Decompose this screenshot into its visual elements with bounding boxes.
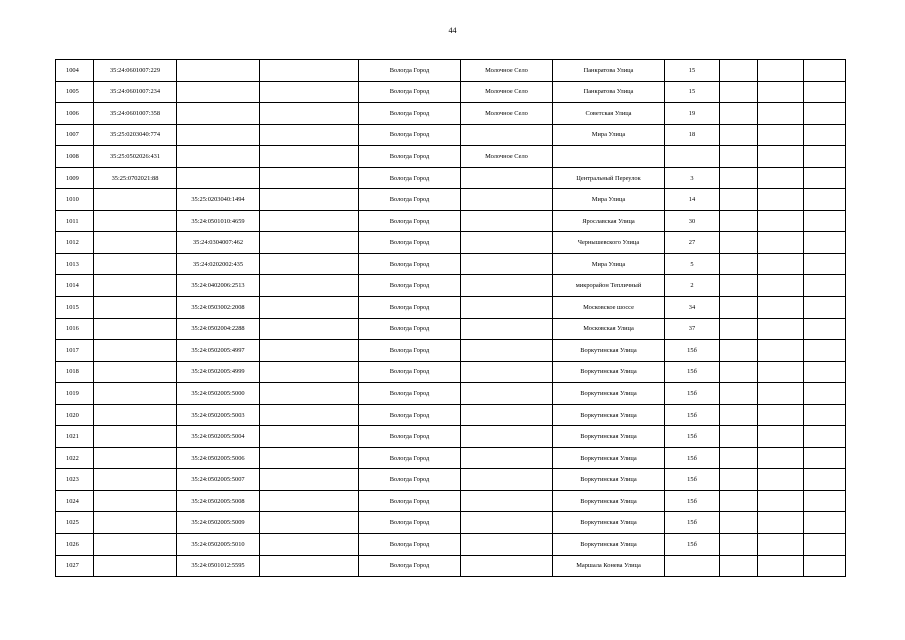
- page-number: 44: [448, 26, 457, 35]
- row-number-cell: 1023: [56, 469, 94, 491]
- empty-cell: [804, 146, 846, 168]
- city-cell: Вологда Город: [359, 232, 461, 254]
- settlement-cell: [461, 253, 553, 275]
- empty-cell: [260, 361, 359, 383]
- empty-cell: [804, 404, 846, 426]
- settlement-cell: [461, 318, 553, 340]
- city-cell: Вологда Город: [359, 469, 461, 491]
- house-number-cell: 15б: [665, 490, 720, 512]
- empty-cell: [720, 253, 758, 275]
- city-cell: Вологда Город: [359, 555, 461, 577]
- settlement-cell: Молочное Село: [461, 60, 553, 82]
- empty-cell: [758, 275, 804, 297]
- house-number-cell: 15б: [665, 404, 720, 426]
- empty-cell: [720, 555, 758, 577]
- empty-cell: [260, 275, 359, 297]
- house-number-cell: 15б: [665, 469, 720, 491]
- empty-cell: [260, 555, 359, 577]
- cadastral-number-alt-cell: [177, 81, 260, 103]
- cadastral-number-alt-cell: [177, 60, 260, 82]
- city-cell: Вологда Город: [359, 490, 461, 512]
- city-cell: Вологда Город: [359, 404, 461, 426]
- empty-cell: [804, 555, 846, 577]
- registry-table-body: [56, 60, 846, 577]
- table-row: [56, 490, 846, 512]
- settlement-cell: [461, 383, 553, 405]
- table-row: [56, 253, 846, 275]
- street-cell: Ярославская Улица: [553, 210, 665, 232]
- empty-cell: [758, 469, 804, 491]
- table-row: [56, 383, 846, 405]
- row-number-cell: 1005: [56, 81, 94, 103]
- empty-cell: [720, 275, 758, 297]
- table-row: [56, 81, 846, 103]
- house-number-cell: [665, 555, 720, 577]
- settlement-cell: [461, 232, 553, 254]
- settlement-cell: [461, 404, 553, 426]
- city-cell: Вологда Город: [359, 512, 461, 534]
- row-number-cell: 1020: [56, 404, 94, 426]
- empty-cell: [260, 60, 359, 82]
- cadastral-number-cell: [94, 297, 177, 319]
- cadastral-number-cell: 35:25:0502026:431: [94, 146, 177, 168]
- cadastral-number-alt-cell: 35:24:0202002:435: [177, 253, 260, 275]
- house-number-cell: 15: [665, 60, 720, 82]
- settlement-cell: [461, 490, 553, 512]
- street-cell: Мира Улица: [553, 124, 665, 146]
- table-row: [56, 232, 846, 254]
- settlement-cell: Молочное Село: [461, 81, 553, 103]
- street-cell: Мира Улица: [553, 189, 665, 211]
- settlement-cell: [461, 447, 553, 469]
- empty-cell: [804, 534, 846, 556]
- table-row: [56, 469, 846, 491]
- empty-cell: [758, 167, 804, 189]
- cadastral-number-alt-cell: 35:24:0502005:5009: [177, 512, 260, 534]
- row-number-cell: 1013: [56, 253, 94, 275]
- settlement-cell: [461, 124, 553, 146]
- cadastral-number-alt-cell: 35:24:0502005:5007: [177, 469, 260, 491]
- empty-cell: [758, 426, 804, 448]
- house-number-cell: 15б: [665, 426, 720, 448]
- settlement-cell: [461, 210, 553, 232]
- house-number-cell: 15б: [665, 512, 720, 534]
- empty-cell: [758, 103, 804, 125]
- empty-cell: [758, 534, 804, 556]
- cadastral-number-cell: [94, 340, 177, 362]
- street-cell: Воркутинская Улица: [553, 534, 665, 556]
- table-row: [56, 60, 846, 82]
- house-number-cell: 15б: [665, 383, 720, 405]
- registry-table: [55, 59, 846, 577]
- cadastral-number-cell: [94, 426, 177, 448]
- row-number-cell: 1027: [56, 555, 94, 577]
- settlement-cell: [461, 340, 553, 362]
- cadastral-number-cell: [94, 189, 177, 211]
- house-number-cell: 2: [665, 275, 720, 297]
- empty-cell: [758, 146, 804, 168]
- empty-cell: [804, 490, 846, 512]
- settlement-cell: Молочное Село: [461, 103, 553, 125]
- cadastral-number-alt-cell: [177, 124, 260, 146]
- cadastral-number-alt-cell: 35:24:0502005:5008: [177, 490, 260, 512]
- cadastral-number-cell: 35:25:0702021:88: [94, 167, 177, 189]
- empty-cell: [804, 297, 846, 319]
- empty-cell: [804, 167, 846, 189]
- empty-cell: [260, 318, 359, 340]
- empty-cell: [260, 340, 359, 362]
- cadastral-number-cell: 35:25:0203040:774: [94, 124, 177, 146]
- table-row: [56, 210, 846, 232]
- empty-cell: [758, 340, 804, 362]
- empty-cell: [260, 103, 359, 125]
- row-number-cell: 1006: [56, 103, 94, 125]
- empty-cell: [804, 447, 846, 469]
- table-row: [56, 447, 846, 469]
- city-cell: Вологда Город: [359, 361, 461, 383]
- empty-cell: [260, 189, 359, 211]
- empty-cell: [720, 361, 758, 383]
- row-number-cell: 1022: [56, 447, 94, 469]
- city-cell: Вологда Город: [359, 167, 461, 189]
- empty-cell: [758, 232, 804, 254]
- cadastral-number-cell: [94, 210, 177, 232]
- house-number-cell: 37: [665, 318, 720, 340]
- house-number-cell: 27: [665, 232, 720, 254]
- row-number-cell: 1007: [56, 124, 94, 146]
- cadastral-number-alt-cell: 35:24:0502005:5010: [177, 534, 260, 556]
- house-number-cell: 19: [665, 103, 720, 125]
- cadastral-number-alt-cell: 35:24:0503002:2008: [177, 297, 260, 319]
- empty-cell: [804, 103, 846, 125]
- cadastral-number-cell: [94, 253, 177, 275]
- empty-cell: [758, 297, 804, 319]
- row-number-cell: 1008: [56, 146, 94, 168]
- house-number-cell: 14: [665, 189, 720, 211]
- table-row: [56, 103, 846, 125]
- row-number-cell: 1017: [56, 340, 94, 362]
- table-row: [56, 555, 846, 577]
- house-number-cell: 18: [665, 124, 720, 146]
- table-row: [56, 534, 846, 556]
- empty-cell: [758, 383, 804, 405]
- street-cell: Воркутинская Улица: [553, 512, 665, 534]
- empty-cell: [260, 232, 359, 254]
- cadastral-number-cell: [94, 555, 177, 577]
- empty-cell: [804, 340, 846, 362]
- cadastral-number-cell: 35:24:0601007:229: [94, 60, 177, 82]
- row-number-cell: 1010: [56, 189, 94, 211]
- empty-cell: [720, 383, 758, 405]
- empty-cell: [720, 60, 758, 82]
- empty-cell: [720, 447, 758, 469]
- settlement-cell: [461, 297, 553, 319]
- empty-cell: [260, 490, 359, 512]
- city-cell: Вологда Город: [359, 103, 461, 125]
- empty-cell: [260, 426, 359, 448]
- empty-cell: [804, 275, 846, 297]
- empty-cell: [720, 146, 758, 168]
- house-number-cell: 15б: [665, 447, 720, 469]
- row-number-cell: 1014: [56, 275, 94, 297]
- house-number-cell: [665, 146, 720, 168]
- settlement-cell: [461, 469, 553, 491]
- street-cell: Воркутинская Улица: [553, 404, 665, 426]
- table-row: [56, 167, 846, 189]
- empty-cell: [758, 81, 804, 103]
- empty-cell: [720, 340, 758, 362]
- table-row: [56, 124, 846, 146]
- empty-cell: [758, 318, 804, 340]
- cadastral-number-alt-cell: 35:24:0502005:5006: [177, 447, 260, 469]
- street-cell: Воркутинская Улица: [553, 361, 665, 383]
- table-row: [56, 297, 846, 319]
- street-cell: Центральный Переулок: [553, 167, 665, 189]
- cadastral-number-alt-cell: 35:24:0304007:462: [177, 232, 260, 254]
- table-row: [56, 275, 846, 297]
- house-number-cell: 15б: [665, 534, 720, 556]
- empty-cell: [260, 447, 359, 469]
- row-number-cell: 1016: [56, 318, 94, 340]
- empty-cell: [260, 146, 359, 168]
- street-cell: Воркутинская Улица: [553, 490, 665, 512]
- cadastral-number-alt-cell: 35:24:0502005:5004: [177, 426, 260, 448]
- empty-cell: [720, 167, 758, 189]
- empty-cell: [804, 232, 846, 254]
- settlement-cell: [461, 555, 553, 577]
- house-number-cell: 5: [665, 253, 720, 275]
- street-cell: Советская Улица: [553, 103, 665, 125]
- empty-cell: [720, 189, 758, 211]
- empty-cell: [720, 232, 758, 254]
- cadastral-number-cell: [94, 404, 177, 426]
- empty-cell: [804, 210, 846, 232]
- empty-cell: [260, 253, 359, 275]
- city-cell: Вологда Город: [359, 534, 461, 556]
- row-number-cell: 1012: [56, 232, 94, 254]
- house-number-cell: 3: [665, 167, 720, 189]
- cadastral-number-alt-cell: 35:25:0203040:1494: [177, 189, 260, 211]
- empty-cell: [758, 60, 804, 82]
- table-row: [56, 512, 846, 534]
- cadastral-number-cell: [94, 447, 177, 469]
- street-cell: Воркутинская Улица: [553, 469, 665, 491]
- street-cell: Чернышевского Улица: [553, 232, 665, 254]
- settlement-cell: [461, 275, 553, 297]
- empty-cell: [260, 81, 359, 103]
- city-cell: Вологда Город: [359, 146, 461, 168]
- settlement-cell: Молочное Село: [461, 146, 553, 168]
- row-number-cell: 1015: [56, 297, 94, 319]
- empty-cell: [758, 447, 804, 469]
- street-cell: Московская Улица: [553, 318, 665, 340]
- city-cell: Вологда Город: [359, 447, 461, 469]
- empty-cell: [260, 469, 359, 491]
- house-number-cell: 15: [665, 81, 720, 103]
- empty-cell: [804, 189, 846, 211]
- empty-cell: [720, 490, 758, 512]
- empty-cell: [758, 512, 804, 534]
- empty-cell: [758, 490, 804, 512]
- empty-cell: [260, 534, 359, 556]
- cadastral-number-alt-cell: 35:24:0502005:5003: [177, 404, 260, 426]
- cadastral-number-alt-cell: 35:24:0502005:4997: [177, 340, 260, 362]
- empty-cell: [720, 210, 758, 232]
- settlement-cell: [461, 167, 553, 189]
- empty-cell: [804, 383, 846, 405]
- table-row: [56, 361, 846, 383]
- empty-cell: [758, 555, 804, 577]
- empty-cell: [758, 404, 804, 426]
- city-cell: Вологда Город: [359, 253, 461, 275]
- street-cell: Панкратова Улица: [553, 81, 665, 103]
- empty-cell: [720, 469, 758, 491]
- empty-cell: [260, 210, 359, 232]
- street-cell: Московское шоссе: [553, 297, 665, 319]
- city-cell: Вологда Город: [359, 124, 461, 146]
- empty-cell: [804, 60, 846, 82]
- empty-cell: [720, 297, 758, 319]
- empty-cell: [758, 210, 804, 232]
- cadastral-number-alt-cell: 35:24:0502005:4999: [177, 361, 260, 383]
- empty-cell: [804, 81, 846, 103]
- cadastral-number-cell: [94, 469, 177, 491]
- empty-cell: [260, 167, 359, 189]
- row-number-cell: 1024: [56, 490, 94, 512]
- city-cell: Вологда Город: [359, 210, 461, 232]
- city-cell: Вологда Город: [359, 81, 461, 103]
- cadastral-number-alt-cell: [177, 167, 260, 189]
- table-row: [56, 340, 846, 362]
- cadastral-number-cell: [94, 232, 177, 254]
- table-row: [56, 146, 846, 168]
- empty-cell: [804, 469, 846, 491]
- city-cell: Вологда Город: [359, 383, 461, 405]
- house-number-cell: 15б: [665, 361, 720, 383]
- empty-cell: [720, 124, 758, 146]
- table-row: [56, 189, 846, 211]
- empty-cell: [720, 404, 758, 426]
- row-number-cell: 1004: [56, 60, 94, 82]
- settlement-cell: [461, 426, 553, 448]
- street-cell: Воркутинская Улица: [553, 426, 665, 448]
- city-cell: Вологда Город: [359, 297, 461, 319]
- empty-cell: [758, 124, 804, 146]
- empty-cell: [758, 361, 804, 383]
- cadastral-number-alt-cell: 35:24:0502005:5000: [177, 383, 260, 405]
- street-cell: Воркутинская Улица: [553, 447, 665, 469]
- row-number-cell: 1018: [56, 361, 94, 383]
- row-number-cell: 1019: [56, 383, 94, 405]
- empty-cell: [720, 318, 758, 340]
- empty-cell: [260, 512, 359, 534]
- empty-cell: [720, 426, 758, 448]
- city-cell: Вологда Город: [359, 318, 461, 340]
- settlement-cell: [461, 534, 553, 556]
- cadastral-number-alt-cell: 35:24:0501010:4659: [177, 210, 260, 232]
- row-number-cell: 1026: [56, 534, 94, 556]
- empty-cell: [758, 189, 804, 211]
- empty-cell: [260, 297, 359, 319]
- street-cell: Панкратова Улица: [553, 60, 665, 82]
- table-row: [56, 426, 846, 448]
- empty-cell: [804, 318, 846, 340]
- cadastral-number-cell: [94, 512, 177, 534]
- cadastral-number-alt-cell: 35:24:0502004:2288: [177, 318, 260, 340]
- house-number-cell: 30: [665, 210, 720, 232]
- house-number-cell: 34: [665, 297, 720, 319]
- table-row: [56, 404, 846, 426]
- street-cell: Воркутинская Улица: [553, 340, 665, 362]
- settlement-cell: [461, 189, 553, 211]
- empty-cell: [804, 426, 846, 448]
- row-number-cell: 1025: [56, 512, 94, 534]
- table-row: [56, 318, 846, 340]
- cadastral-number-alt-cell: 35:24:0501012:5595: [177, 555, 260, 577]
- cadastral-number-cell: [94, 534, 177, 556]
- cadastral-number-cell: [94, 490, 177, 512]
- cadastral-number-alt-cell: [177, 146, 260, 168]
- street-cell: микрорайон Тепличный: [553, 275, 665, 297]
- city-cell: Вологда Город: [359, 426, 461, 448]
- street-cell: Мира Улица: [553, 253, 665, 275]
- cadastral-number-cell: [94, 275, 177, 297]
- cadastral-number-cell: [94, 361, 177, 383]
- cadastral-number-alt-cell: 35:24:0402006:2513: [177, 275, 260, 297]
- street-cell: [553, 146, 665, 168]
- cadastral-number-cell: [94, 383, 177, 405]
- cadastral-number-cell: [94, 318, 177, 340]
- city-cell: Вологда Город: [359, 189, 461, 211]
- settlement-cell: [461, 512, 553, 534]
- empty-cell: [804, 124, 846, 146]
- street-cell: Воркутинская Улица: [553, 383, 665, 405]
- empty-cell: [720, 103, 758, 125]
- empty-cell: [720, 512, 758, 534]
- empty-cell: [804, 253, 846, 275]
- row-number-cell: 1011: [56, 210, 94, 232]
- cadastral-number-alt-cell: [177, 103, 260, 125]
- row-number-cell: 1009: [56, 167, 94, 189]
- empty-cell: [758, 253, 804, 275]
- city-cell: Вологда Город: [359, 60, 461, 82]
- empty-cell: [260, 383, 359, 405]
- settlement-cell: [461, 361, 553, 383]
- house-number-cell: 15б: [665, 340, 720, 362]
- empty-cell: [260, 124, 359, 146]
- city-cell: Вологда Город: [359, 340, 461, 362]
- empty-cell: [260, 404, 359, 426]
- cadastral-number-cell: 35:24:0601007:234: [94, 81, 177, 103]
- empty-cell: [720, 534, 758, 556]
- row-number-cell: 1021: [56, 426, 94, 448]
- empty-cell: [804, 512, 846, 534]
- empty-cell: [804, 361, 846, 383]
- street-cell: Маршала Конева Улица: [553, 555, 665, 577]
- cadastral-number-cell: 35:24:0601007:358: [94, 103, 177, 125]
- city-cell: Вологда Город: [359, 275, 461, 297]
- empty-cell: [720, 81, 758, 103]
